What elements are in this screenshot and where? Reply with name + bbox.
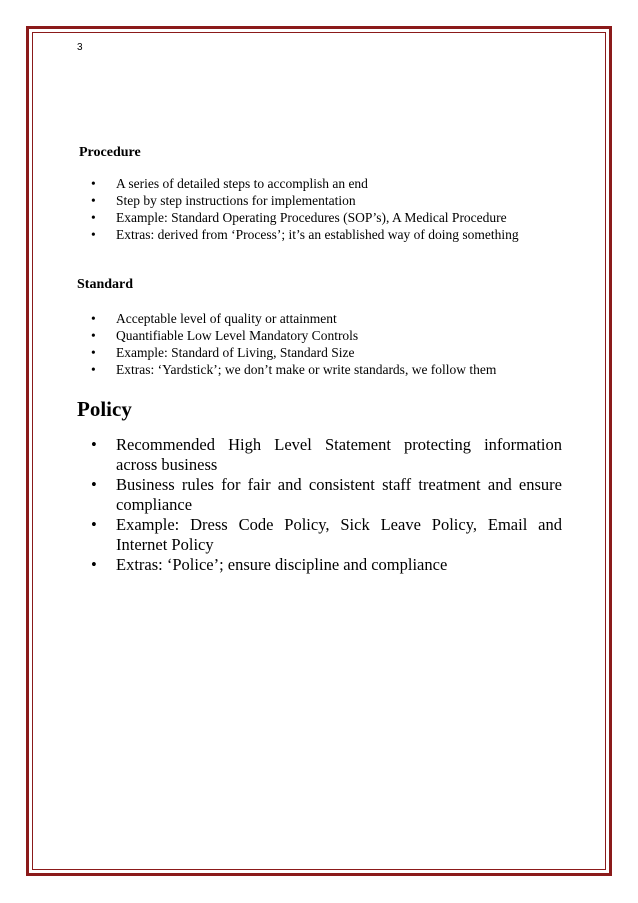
list-item [77, 515, 562, 555]
list-item-text: Extras: ‘Police’; ensure discipline and compliance [116, 555, 448, 574]
list-item-text: Recommended High Level Statement protecting information across business [116, 435, 562, 474]
list-item-text: Example: Dress Code Policy, Sick Leave Policy, Email and Internet Policy [116, 515, 562, 554]
bullet-icon: • [91, 193, 96, 208]
bullet-icon: • [91, 435, 97, 454]
list-item-text: Step by step instructions for implementation [116, 193, 356, 208]
list-item [77, 361, 562, 378]
list-item [77, 327, 562, 344]
list-item [77, 226, 562, 243]
procedure-heading: Procedure [79, 145, 141, 160]
list-item-text: Business rules for fair and consistent staff treatment and ensure compliance [116, 475, 562, 514]
standard-list [77, 310, 562, 378]
list-item [77, 209, 562, 226]
list-item-text: Extras: derived from ‘Process’; it’s an established way of doing something [116, 227, 519, 242]
bullet-icon: • [91, 555, 97, 574]
list-item-text: Example: Standard of Living, Standard Size [116, 345, 355, 360]
bullet-icon: • [91, 227, 96, 242]
bullet-icon: • [91, 345, 96, 360]
bullet-icon: • [91, 311, 96, 326]
list-item [77, 192, 562, 209]
bullet-icon: • [91, 515, 97, 534]
list-item-text: Acceptable level of quality or attainment [116, 311, 337, 326]
list-item [77, 175, 562, 192]
procedure-list [77, 175, 562, 243]
list-item [77, 344, 562, 361]
list-item [77, 435, 562, 475]
list-item [77, 555, 562, 575]
bullet-icon: • [91, 328, 96, 343]
standard-heading: Standard [77, 277, 134, 292]
policy-list [77, 435, 562, 575]
bullet-icon: • [91, 362, 96, 377]
bullet-icon: • [91, 210, 96, 225]
list-item-text: Quantifiable Low Level Mandatory Controls [116, 328, 359, 343]
list-item-text: A series of detailed steps to accomplish an end [116, 176, 368, 191]
bullet-icon: • [91, 475, 97, 494]
page-number: 3 [77, 42, 83, 53]
list-item-text: Example: Standard Operating Procedures (SOP’s), A Medical Procedure [116, 210, 507, 225]
list-item [77, 310, 562, 327]
list-item-text: Extras: ‘Yardstick’; we don’t make or write standards, we follow them [116, 362, 497, 377]
list-item [77, 475, 562, 515]
policy-heading: Policy [77, 397, 132, 421]
bullet-icon: • [91, 176, 96, 191]
